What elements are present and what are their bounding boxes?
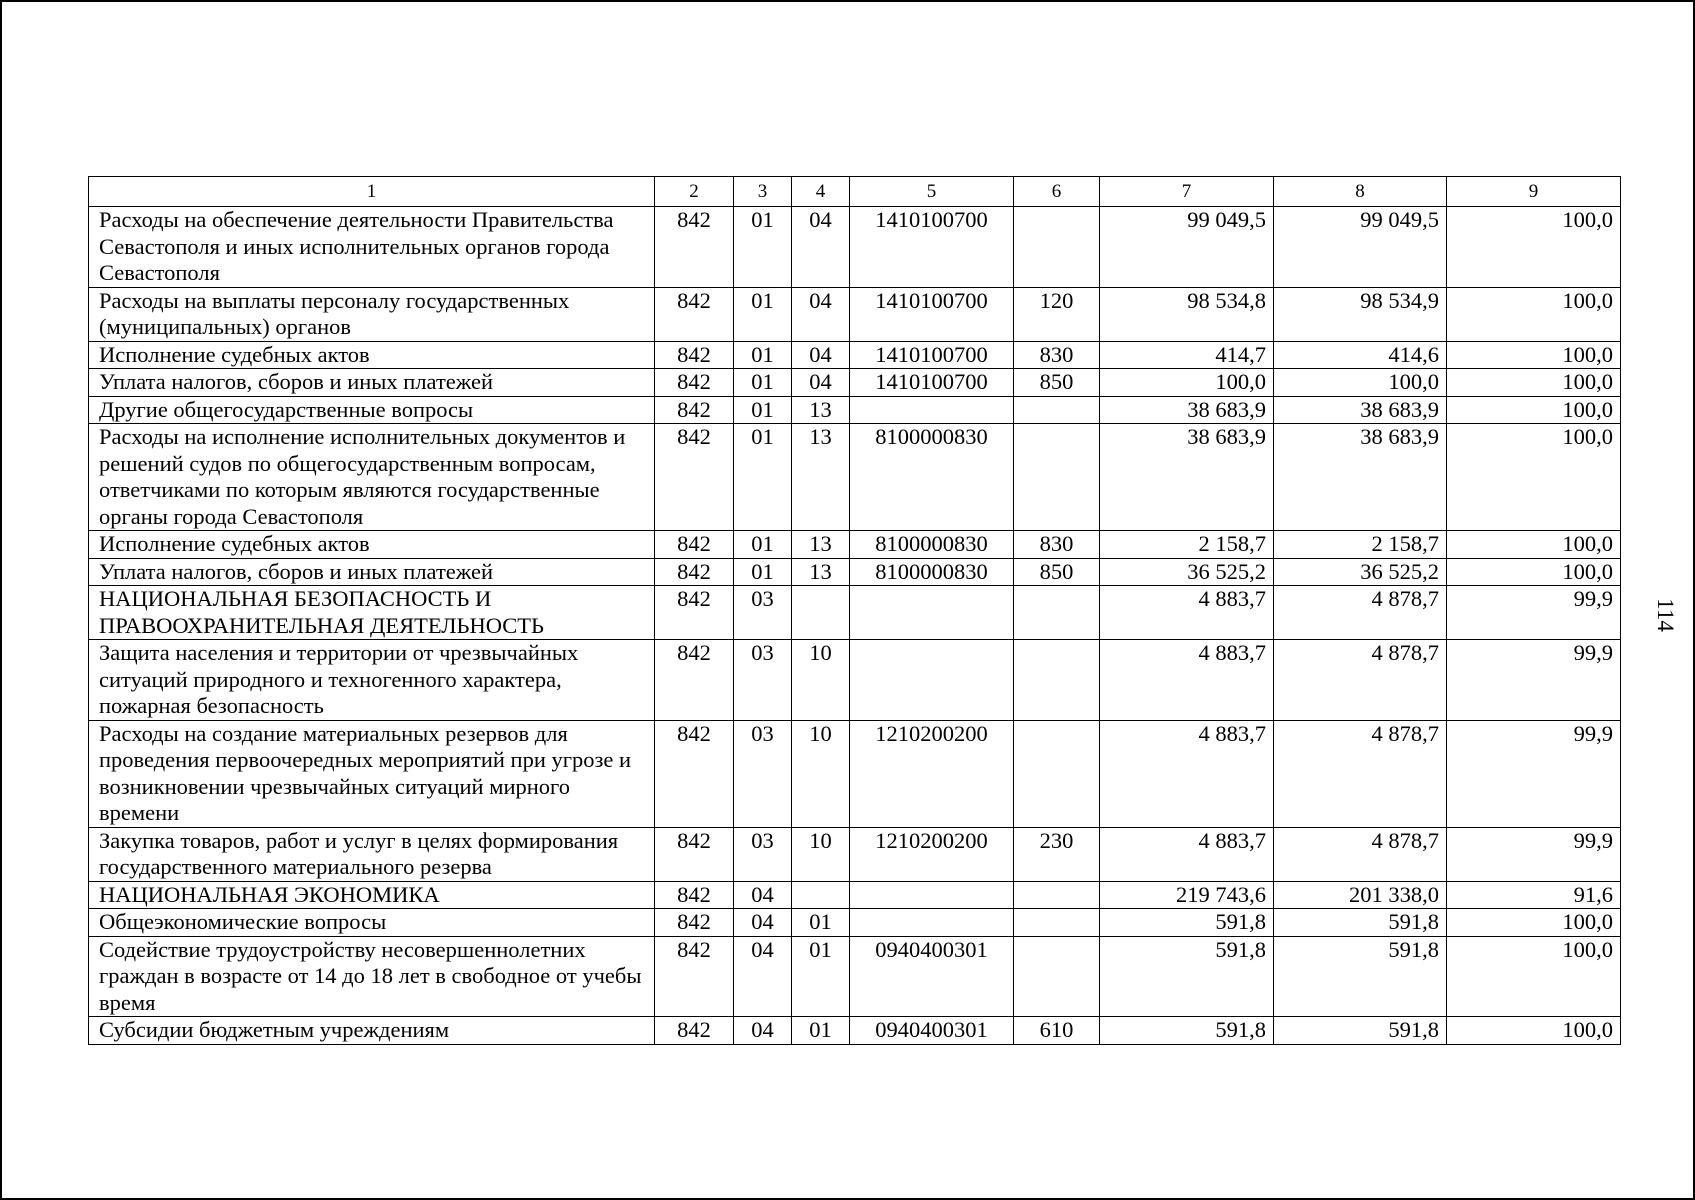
cell-col-3: 03 <box>734 640 792 721</box>
cell-col-9: 100,0 <box>1447 558 1621 586</box>
row-name: Исполнение судебных актов <box>89 341 655 369</box>
cell-col-9: 99,9 <box>1447 640 1621 721</box>
cell-col-3: 04 <box>734 909 792 937</box>
cell-col-7: 4 883,7 <box>1100 720 1274 827</box>
cell-col-6: 850 <box>1014 558 1100 586</box>
cell-col-9: 100,0 <box>1447 207 1621 288</box>
cell-col-4: 01 <box>792 1017 850 1045</box>
cell-col-5: 8100000830 <box>850 424 1014 531</box>
cell-col-2: 842 <box>655 531 734 559</box>
row-name: Содействие трудоустройству несовершеннолетних граждан в возрасте от 14 до 18 лет в свободное от учебы время <box>89 936 655 1017</box>
cell-col-7: 4 883,7 <box>1100 827 1274 881</box>
cell-col-6 <box>1014 424 1100 531</box>
cell-col-2: 842 <box>655 369 734 397</box>
cell-col-3: 01 <box>734 558 792 586</box>
cell-col-4: 10 <box>792 640 850 721</box>
cell-col-2: 842 <box>655 827 734 881</box>
column-header: 6 <box>1014 177 1100 207</box>
cell-col-8: 591,8 <box>1274 936 1447 1017</box>
cell-col-7: 36 525,2 <box>1100 558 1274 586</box>
cell-col-6 <box>1014 207 1100 288</box>
cell-col-9: 100,0 <box>1447 341 1621 369</box>
cell-col-3: 01 <box>734 287 792 341</box>
cell-col-7: 4 883,7 <box>1100 640 1274 721</box>
table-row <box>89 586 1621 640</box>
cell-col-7: 38 683,9 <box>1100 396 1274 424</box>
column-header: 2 <box>655 177 734 207</box>
cell-col-4 <box>792 586 850 640</box>
cell-col-7: 414,7 <box>1100 341 1274 369</box>
cell-col-8: 4 878,7 <box>1274 640 1447 721</box>
column-header: 3 <box>734 177 792 207</box>
cell-col-9: 99,9 <box>1447 720 1621 827</box>
cell-col-3: 01 <box>734 531 792 559</box>
cell-col-8: 4 878,7 <box>1274 827 1447 881</box>
cell-col-7: 38 683,9 <box>1100 424 1274 531</box>
row-name: Закупка товаров, работ и услуг в целях формирования государственного материального резерва <box>89 827 655 881</box>
cell-col-7: 591,8 <box>1100 909 1274 937</box>
cell-col-4: 13 <box>792 396 850 424</box>
cell-col-8: 591,8 <box>1274 1017 1447 1045</box>
cell-col-8: 100,0 <box>1274 369 1447 397</box>
cell-col-6 <box>1014 720 1100 827</box>
cell-col-3: 01 <box>734 396 792 424</box>
cell-col-6 <box>1014 640 1100 721</box>
cell-col-6: 120 <box>1014 287 1100 341</box>
cell-col-8: 201 338,0 <box>1274 881 1447 909</box>
cell-col-6: 830 <box>1014 341 1100 369</box>
cell-col-2: 842 <box>655 558 734 586</box>
row-name: Исполнение судебных актов <box>89 531 655 559</box>
cell-col-9: 99,9 <box>1447 586 1621 640</box>
cell-col-6: 610 <box>1014 1017 1100 1045</box>
cell-col-8: 36 525,2 <box>1274 558 1447 586</box>
table-row <box>89 341 1621 369</box>
column-header: 1 <box>89 177 655 207</box>
table-row <box>89 720 1621 827</box>
cell-col-7: 99 049,5 <box>1100 207 1274 288</box>
cell-col-3: 01 <box>734 207 792 288</box>
cell-col-6 <box>1014 909 1100 937</box>
budget-table <box>88 176 1621 1045</box>
cell-col-7: 591,8 <box>1100 936 1274 1017</box>
table-row <box>89 881 1621 909</box>
cell-col-3: 03 <box>734 586 792 640</box>
cell-col-5: 1410100700 <box>850 369 1014 397</box>
page-number: 114 <box>1652 598 1678 632</box>
cell-col-5: 0940400301 <box>850 936 1014 1017</box>
table-row <box>89 207 1621 288</box>
cell-col-5 <box>850 396 1014 424</box>
table-row <box>89 909 1621 937</box>
cell-col-2: 842 <box>655 424 734 531</box>
cell-col-2: 842 <box>655 207 734 288</box>
cell-col-4: 13 <box>792 558 850 586</box>
table-row <box>89 558 1621 586</box>
table-row <box>89 287 1621 341</box>
cell-col-5: 1210200200 <box>850 720 1014 827</box>
cell-col-9: 100,0 <box>1447 287 1621 341</box>
cell-col-5: 1410100700 <box>850 287 1014 341</box>
table-row <box>89 936 1621 1017</box>
cell-col-6: 230 <box>1014 827 1100 881</box>
cell-col-2: 842 <box>655 909 734 937</box>
cell-col-7: 2 158,7 <box>1100 531 1274 559</box>
cell-col-3: 01 <box>734 369 792 397</box>
cell-col-8: 4 878,7 <box>1274 586 1447 640</box>
table-row <box>89 827 1621 881</box>
cell-col-2: 842 <box>655 341 734 369</box>
cell-col-3: 03 <box>734 720 792 827</box>
row-name: Субсидии бюджетным учреждениям <box>89 1017 655 1045</box>
cell-col-5: 8100000830 <box>850 531 1014 559</box>
cell-col-9: 99,9 <box>1447 827 1621 881</box>
cell-col-2: 842 <box>655 287 734 341</box>
cell-col-7: 98 534,8 <box>1100 287 1274 341</box>
row-name: Другие общегосударственные вопросы <box>89 396 655 424</box>
cell-col-4: 10 <box>792 720 850 827</box>
cell-col-6: 850 <box>1014 369 1100 397</box>
column-header: 8 <box>1274 177 1447 207</box>
cell-col-6: 830 <box>1014 531 1100 559</box>
cell-col-8: 38 683,9 <box>1274 424 1447 531</box>
table-row <box>89 424 1621 531</box>
row-name: НАЦИОНАЛЬНАЯ ЭКОНОМИКА <box>89 881 655 909</box>
cell-col-2: 842 <box>655 936 734 1017</box>
cell-col-4: 04 <box>792 341 850 369</box>
cell-col-4: 13 <box>792 424 850 531</box>
column-header: 7 <box>1100 177 1274 207</box>
cell-col-3: 04 <box>734 1017 792 1045</box>
cell-col-3: 03 <box>734 827 792 881</box>
table-row <box>89 1017 1621 1045</box>
cell-col-9: 100,0 <box>1447 1017 1621 1045</box>
cell-col-7: 219 743,6 <box>1100 881 1274 909</box>
cell-col-3: 04 <box>734 881 792 909</box>
row-name: Общеэкономические вопросы <box>89 909 655 937</box>
cell-col-5: 1410100700 <box>850 207 1014 288</box>
cell-col-5 <box>850 586 1014 640</box>
cell-col-8: 98 534,9 <box>1274 287 1447 341</box>
cell-col-7: 591,8 <box>1100 1017 1274 1045</box>
row-name: Расходы на исполнение исполнительных документов и решений судов по общегосударственным вопросам, ответчиками по которым являются государственные органы города Севастополя <box>89 424 655 531</box>
cell-col-6 <box>1014 396 1100 424</box>
cell-col-2: 842 <box>655 1017 734 1045</box>
cell-col-4: 01 <box>792 936 850 1017</box>
cell-col-4: 04 <box>792 287 850 341</box>
table-row <box>89 531 1621 559</box>
cell-col-5: 1210200200 <box>850 827 1014 881</box>
cell-col-5: 8100000830 <box>850 558 1014 586</box>
cell-col-5 <box>850 640 1014 721</box>
cell-col-2: 842 <box>655 586 734 640</box>
table-body <box>89 207 1621 1045</box>
cell-col-3: 04 <box>734 936 792 1017</box>
row-name: Уплата налогов, сборов и иных платежей <box>89 369 655 397</box>
column-header: 5 <box>850 177 1014 207</box>
cell-col-5: 0940400301 <box>850 1017 1014 1045</box>
row-name: Расходы на создание материальных резервов для проведения первоочередных мероприятий при угрозе и возникновении чрезвычайных ситуаций мирного времени <box>89 720 655 827</box>
cell-col-8: 2 158,7 <box>1274 531 1447 559</box>
cell-col-7: 100,0 <box>1100 369 1274 397</box>
row-name: НАЦИОНАЛЬНАЯ БЕЗОПАСНОСТЬ И ПРАВООХРАНИТЕЛЬНАЯ ДЕЯТЕЛЬНОСТЬ <box>89 586 655 640</box>
cell-col-4: 04 <box>792 207 850 288</box>
table-row <box>89 396 1621 424</box>
cell-col-9: 100,0 <box>1447 369 1621 397</box>
table-row <box>89 640 1621 721</box>
cell-col-8: 99 049,5 <box>1274 207 1447 288</box>
cell-col-3: 01 <box>734 341 792 369</box>
row-name: Уплата налогов, сборов и иных платежей <box>89 558 655 586</box>
row-name: Расходы на обеспечение деятельности Правительства Севастополя и иных исполнительных органов города Севастополя <box>89 207 655 288</box>
cell-col-2: 842 <box>655 720 734 827</box>
cell-col-9: 100,0 <box>1447 396 1621 424</box>
cell-col-9: 100,0 <box>1447 936 1621 1017</box>
cell-col-8: 4 878,7 <box>1274 720 1447 827</box>
row-name: Защита населения и территории от чрезвычайных ситуаций природного и техногенного характера, пожарная безопасность <box>89 640 655 721</box>
cell-col-9: 100,0 <box>1447 531 1621 559</box>
cell-col-2: 842 <box>655 640 734 721</box>
cell-col-2: 842 <box>655 881 734 909</box>
cell-col-9: 100,0 <box>1447 909 1621 937</box>
cell-col-8: 414,6 <box>1274 341 1447 369</box>
table-row <box>89 369 1621 397</box>
cell-col-9: 91,6 <box>1447 881 1621 909</box>
cell-col-3: 01 <box>734 424 792 531</box>
cell-col-8: 591,8 <box>1274 909 1447 937</box>
cell-col-5 <box>850 909 1014 937</box>
cell-col-6 <box>1014 586 1100 640</box>
cell-col-9: 100,0 <box>1447 424 1621 531</box>
cell-col-6 <box>1014 881 1100 909</box>
cell-col-4: 01 <box>792 909 850 937</box>
cell-col-5 <box>850 881 1014 909</box>
cell-col-5: 1410100700 <box>850 341 1014 369</box>
cell-col-4: 10 <box>792 827 850 881</box>
cell-col-4: 04 <box>792 369 850 397</box>
column-header: 9 <box>1447 177 1621 207</box>
cell-col-8: 38 683,9 <box>1274 396 1447 424</box>
cell-col-6 <box>1014 936 1100 1017</box>
cell-col-4: 13 <box>792 531 850 559</box>
row-name: Расходы на выплаты персоналу государственных (муниципальных) органов <box>89 287 655 341</box>
column-header: 4 <box>792 177 850 207</box>
cell-col-4 <box>792 881 850 909</box>
column-number-row <box>89 177 1621 207</box>
cell-col-7: 4 883,7 <box>1100 586 1274 640</box>
cell-col-2: 842 <box>655 396 734 424</box>
